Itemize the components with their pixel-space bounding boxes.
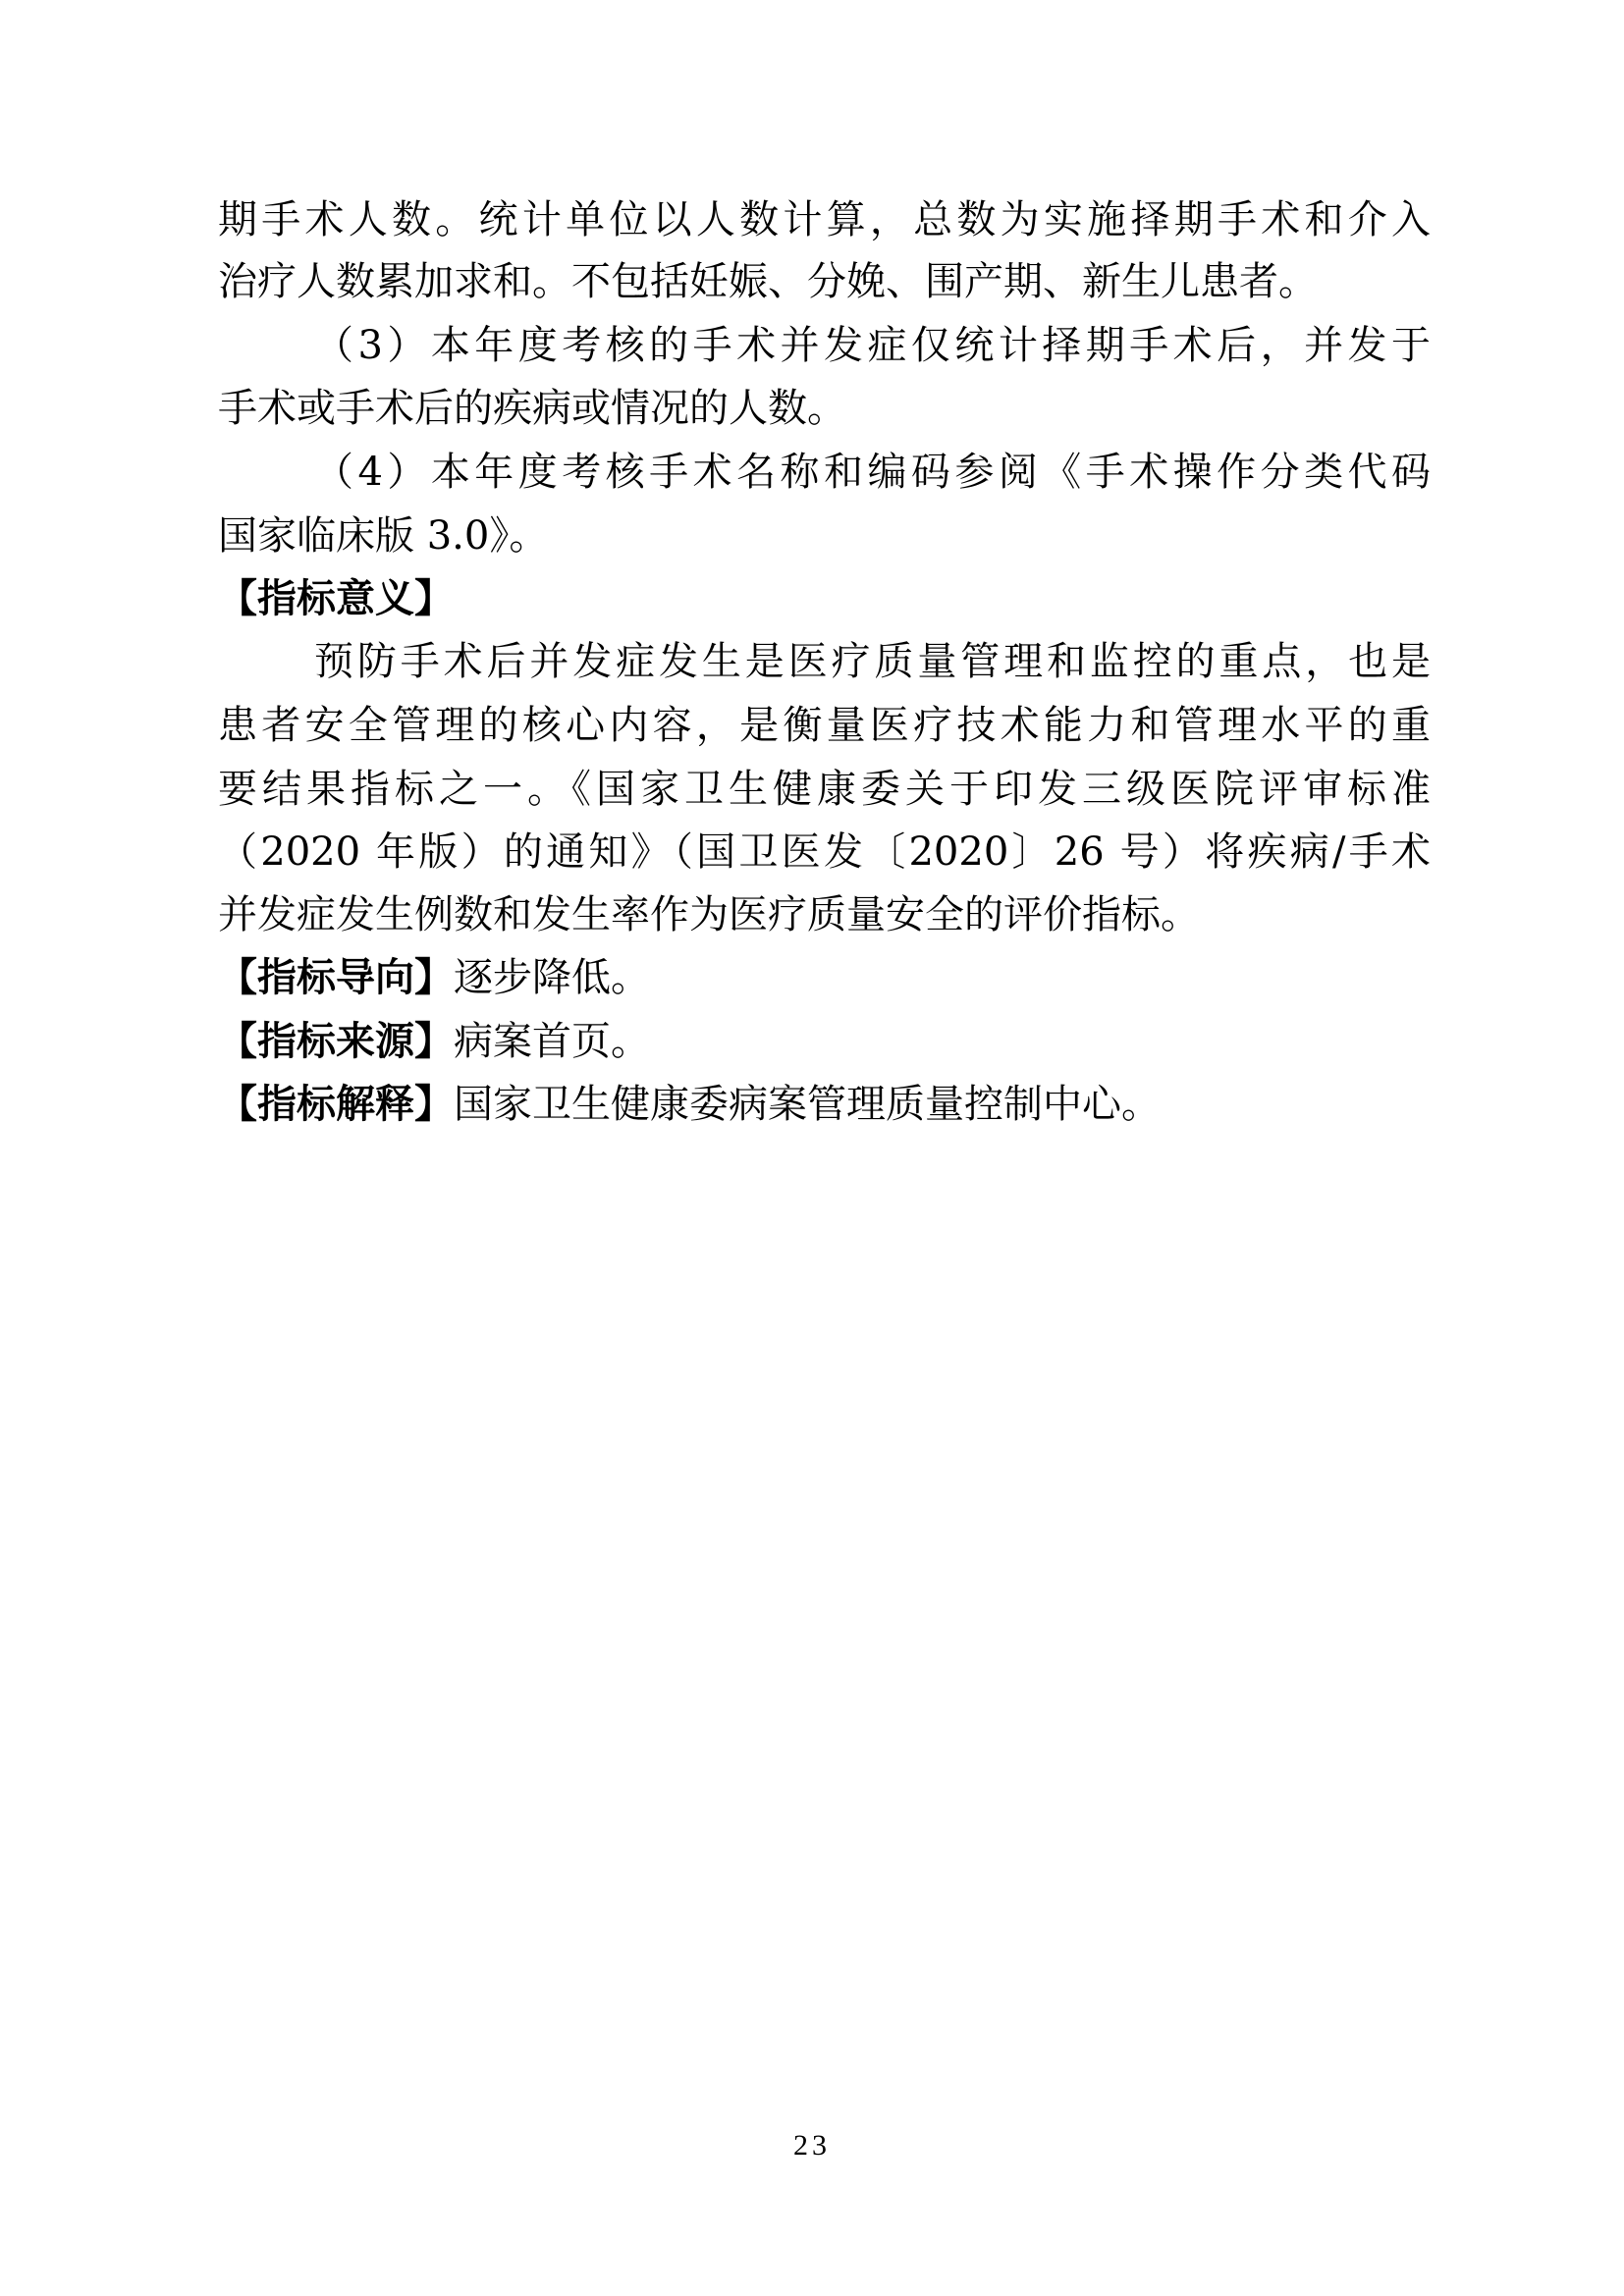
heading-source: 【指标来源】: [218, 1019, 454, 1064]
paragraph-line-4: 手术或手术后的疾病或情况的人数。: [218, 386, 846, 431]
paragraph-line-6: 国家临床版 3.0》。: [218, 513, 549, 559]
source-row: [218, 1014, 1431, 1069]
interpretation-value: 国家卫生健康委病案管理质量控制中心。: [454, 1082, 1161, 1127]
paragraph-line-10: （2020 年版）的通知》（国卫医发〔2020〕26 号）将疾病/手术: [218, 829, 1431, 875]
heading-direction: 【指标导向】: [218, 955, 454, 1000]
page-number: 23: [793, 2129, 831, 2162]
interpretation-row: [218, 1077, 1431, 1132]
paragraph-line-7: 预防手术后并发症发生是医疗质量管理和监控的重点，也是: [314, 639, 1431, 684]
source-value: 病案首页。: [454, 1019, 650, 1064]
paragraph-line-11: 并发症发生例数和发生率作为医疗质量安全的评价指标。: [218, 892, 1200, 937]
paragraph-line-3: （3）本年度考核的手术并发症仅统计择期手术后，并发于: [314, 323, 1431, 368]
heading-significance: 【指标意义】: [218, 576, 454, 621]
paragraph-line-8: 患者安全管理的核心内容，是衡量医疗技术能力和管理水平的重: [218, 703, 1431, 748]
direction-row: [218, 950, 1431, 1005]
paragraph-line-2: 治疗人数累加求和。不包括妊娠、分娩、围产期、新生儿患者。: [218, 259, 1318, 304]
heading-interpretation: 【指标解释】: [218, 1082, 454, 1127]
paragraph-line-9: 要结果指标之一。《国家卫生健康委关于印发三级医院评审标准: [218, 767, 1431, 812]
paragraph-line-1: 期手术人数。统计单位以人数计算，总数为实施择期手术和介入: [218, 197, 1431, 242]
paragraph-line-5: （4）本年度考核手术名称和编码参阅《手术操作分类代码: [314, 450, 1431, 495]
direction-value: 逐步降低。: [454, 955, 650, 1000]
